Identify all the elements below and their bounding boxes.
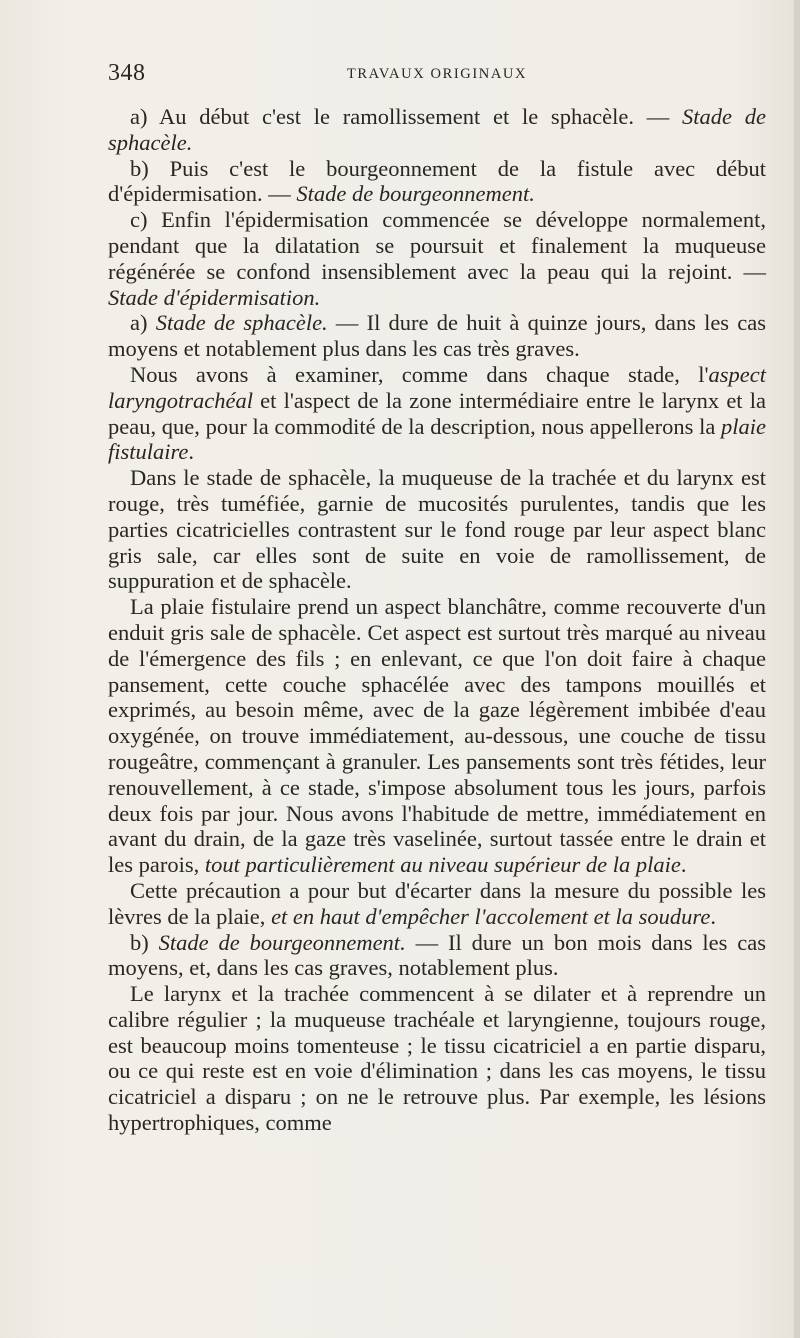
page-number: 348 (108, 60, 146, 86)
paragraph-stage-b: b) Puis c'est le bourgeonnement de la fistule avec début d'épidermisation. — Stade de bourgeonnement. (108, 155, 766, 207)
page-header (108, 60, 766, 94)
paragraph-muqueuse: Dans le stade de sphacèle, la muqueuse de la trachée et du larynx est rouge, très tuméfiée, garnie de mucosités purulentes, tandis que les parties cicatricielles contrastent sur le fond rouge par leur aspect blanc gris sale, car elles sont de suite en voie de ramollissement, de suppuration et de sphacèle. (108, 465, 766, 594)
emphasis: et en haut d'empêcher l'accolement et la soudure (271, 903, 711, 929)
paragraph-larynx: Le larynx et la trachée commencent à se dilater et à reprendre un calibre régulier ; la muqueuse trachéale et laryngienne, toujours rouge, est beaucoup moins tomenteuse ; le tissu cicatriciel a en partie disparu, ou ce qui reste est en voie d'élimination ; dans les cas moyens, le tissu cicatriciel a disparu ; on ne le retrouve plus. Par exemple, les lésions hypertrophiques, comme (108, 981, 766, 1136)
emphasis: tout particulièrement au niveau supérieur de la plaie (204, 852, 681, 878)
paragraph-plaie-fistulaire: La plaie fistulaire prend un aspect blanchâtre, comme recouverte d'un enduit gris sale de sphacèle. Cet aspect est surtout très marqué au niveau de l'émergence des fils ; en enlevant, ce que l'on doit faire à chaque pansement, cette couche sphacélée avec des tampons mouillés et exprimés, au besoin même, avec de la gaze légèrement imbibée d'eau oxygénée, on trouve immédiatement, au-dessous, une couche de tissu rougeâtre, commençant à granuler. Les pansements sont très fétides, leur renouvellement, à ce stade, s'impose absolument tous les jours, parfois deux fois par jour. Nous avons l'habitude de mettre, immédiatement en avant du drain, de la gaze très vaselinée, surtout tassée entre le drain et les parois, tout particulièrement au niveau supérieur de la plaie. (108, 594, 766, 878)
body-text (108, 104, 766, 1136)
paragraph-aspect: Nous avons à examiner, comme dans chaque stade, l'aspect laryngotrachéal et l'aspect de la zone intermédiaire entre le larynx et la peau, que, pour la commodité de la description, nous appellerons la plaie fistulaire. (108, 361, 766, 465)
paragraph-sphacele-heading: a) Stade de sphacèle. — Il dure de huit à quinze jours, dans les cas moyens et notablement plus dans les cas très graves. (108, 310, 766, 362)
paragraph-stage-a: a) Au début c'est le ramollissement et le sphacèle. — Stade de sphacèle. (108, 104, 766, 155)
stage-name: Stade de sphacèle. (108, 104, 766, 155)
emphasis: aspect laryngotrachéal (108, 361, 766, 413)
running-title: TRAVAUX ORIGINAUX (346, 66, 528, 82)
stage-name: Stade de bourgeonnement. (158, 929, 406, 955)
stage-name: Stade d'épidermisation. (108, 284, 321, 310)
paragraph-stage-c: c) Enfin l'épidermisation commencée se développe normalement, pendant que la dilatation se poursuit et finalement la muqueuse régénérée se confond insensiblement avec la peau qui la rejoint. — Stade d'épidermisation. (108, 207, 766, 310)
paragraph-precaution: Cette précaution a pour but d'écarter dans la mesure du possible les lèvres de la plaie, et en haut d'empêcher l'accolement et la soudure. (108, 877, 766, 929)
stage-name: Stade de sphacèle. (155, 310, 328, 336)
paragraph-bourgeonnement-heading: b) Stade de bourgeonnement. — Il dure un bon mois dans les cas moyens, et, dans les cas graves, notablement plus. (108, 929, 767, 981)
emphasis: plaie fistulaire (108, 413, 766, 465)
stage-name: Stade de bourgeonnement. (296, 181, 535, 207)
